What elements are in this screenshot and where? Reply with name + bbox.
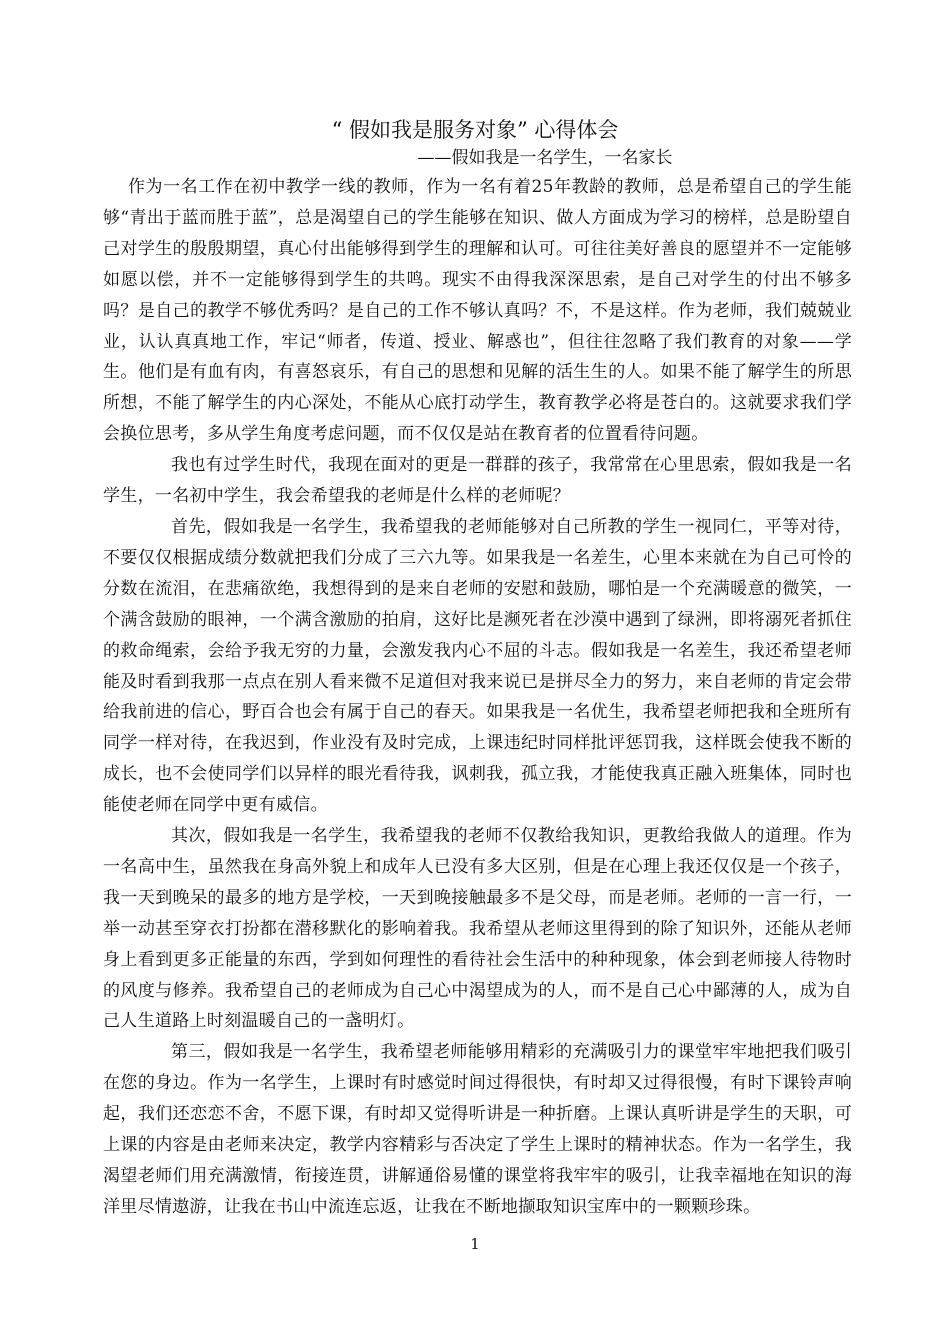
paragraph-intro: 作为一名工作在初中教学一线的教师，作为一名有着25年教龄的教师，总是希望自己的学生能够“青出于蓝而胜于蓝”，总是渴望自己的学生能够在知识、做人方面成为学习的榜样，总是盼望自己对学生的殷殷期望，真心付出能够得到学生的理解和认可。可往往美好善良的愿望并不一定能够如愿以偿，并不一定能够得到学生的共鸣。现实不由得我深深思索，是自己对学生的付出不够多吗？是自己的教学不够优秀吗？是自己的工作不够认真吗？不，不是这样。作为老师，我们兢兢业业，认认真真地工作，牢记“师者，传道、授业、解惑也”，但往往忽略了我们教育的对象——学生。他们是有血有肉，有喜怒哀乐，有自己的思想和见解的活生生的人。如果不能了解学生的所思所想，不能了解学生的内心深处，不能从心底打动学生，教育教学必将是苍白的。这就要求我们学会换位思考，多从学生角度考虑问题，而不仅仅是站在教育者的位置看待问题。 [103, 177, 852, 445]
page-number: 1 [470, 1235, 480, 1253]
document-title: “ 假如我是服务对象” 心得体会 [331, 118, 619, 142]
paragraph-second-point: 其次，假如我是一名学生，我希望我的老师不仅教给我知识，更教给我做人的道理。作为一名高中生，虽然我在身高外貌上和成年人已没有多大区别，但是在心理上我还仅仅是一个孩子，我一天到晚呆的最多的地方是学校，一天到晚接触最多不是父母，而是老师。老师的一言一行，一举一动甚至穿衣打扮都在潜移默化的影响着我。我希望从老师这里得到的除了知识外，还能从老师身上看到更多正能量的东西，学到如何理性的看待社会生活中的种种现象，体会到老师接人待物时的风度与修养。我希望自己的老师成为自己心中渴望成为的人，而不是自己心中鄙薄的人，成为自己人生道路上时刻温暖自己的一盏明灯。 [103, 826, 852, 1032]
paragraph-first-point: 首先，假如我是一名学生，我希望我的老师能够对自己所教的学生一视同仁，平等对待，不要仅仅根据成绩分数就把我们分成了三六九等。如果我是一名差生，心里本来就在为自己可怜的分数在流泪，在悲痛欲绝，我想得到的是来自老师的安慰和鼓励，哪怕是一个充满暖意的微笑，一个满含鼓励的眼神，一个满含激励的拍肩，这好比是濒死者在沙漠中遇到了绿洲，即将溺死者抓住的救命绳索，会给予我无穷的力量，会激发我内心不屈的斗志。假如我是一名差生，我还希望老师能及时看到我那一点点在别人看来微不足道但对我来说已是拼尽全力的努力，来自老师的肯定会带给我前进的信心，野百合也会有属于自己的春天。如果我是一名优生，我希望老师把我和全班所有同学一样对待，在我迟到，作业没有及时完成，上课违纪时同样批评惩罚我，这样既会使我不断的成长，也不会使同学们以异样的眼光看待我，讽刺我，孤立我，才能使我真正融入班集体，同时也能使老师在同学中更有威信。 [103, 516, 852, 816]
document-body [103, 172, 852, 1223]
document-subtitle: ——假如我是一名学生，一名家长 [417, 148, 673, 168]
paragraph-reflection: 我也有过学生时代，我现在面对的更是一群群的孩子，我常常在心里思索，假如我是一名学生，一名初中学生，我会希望我的老师是什么样的老师呢？ [103, 455, 852, 507]
paragraph-third-point: 第三，假如我是一名学生，我希望老师能够用精彩的充满吸引力的课堂牢牢地把我们吸引在您的身边。作为一名学生，上课时有时感觉时间过得很快，有时却又过得很慢，有时下课铃声响起，我们还恋恋不舍，不愿下课，有时却又觉得听讲是一种折磨。上课认真听讲是学生的天职，可上课的内容是由老师来决定，教学内容精彩与否决定了学生上课时的精神状态。作为一名学生，我渴望老师们用充满激情，衔接连贯，讲解通俗易懂的课堂将我牢牢的吸引，让我幸福地在知识的海洋里尽情遨游，让我在书山中流连忘返，让我在不断地撷取知识宝库中的一颗颗珍珠。 [103, 1042, 852, 1217]
